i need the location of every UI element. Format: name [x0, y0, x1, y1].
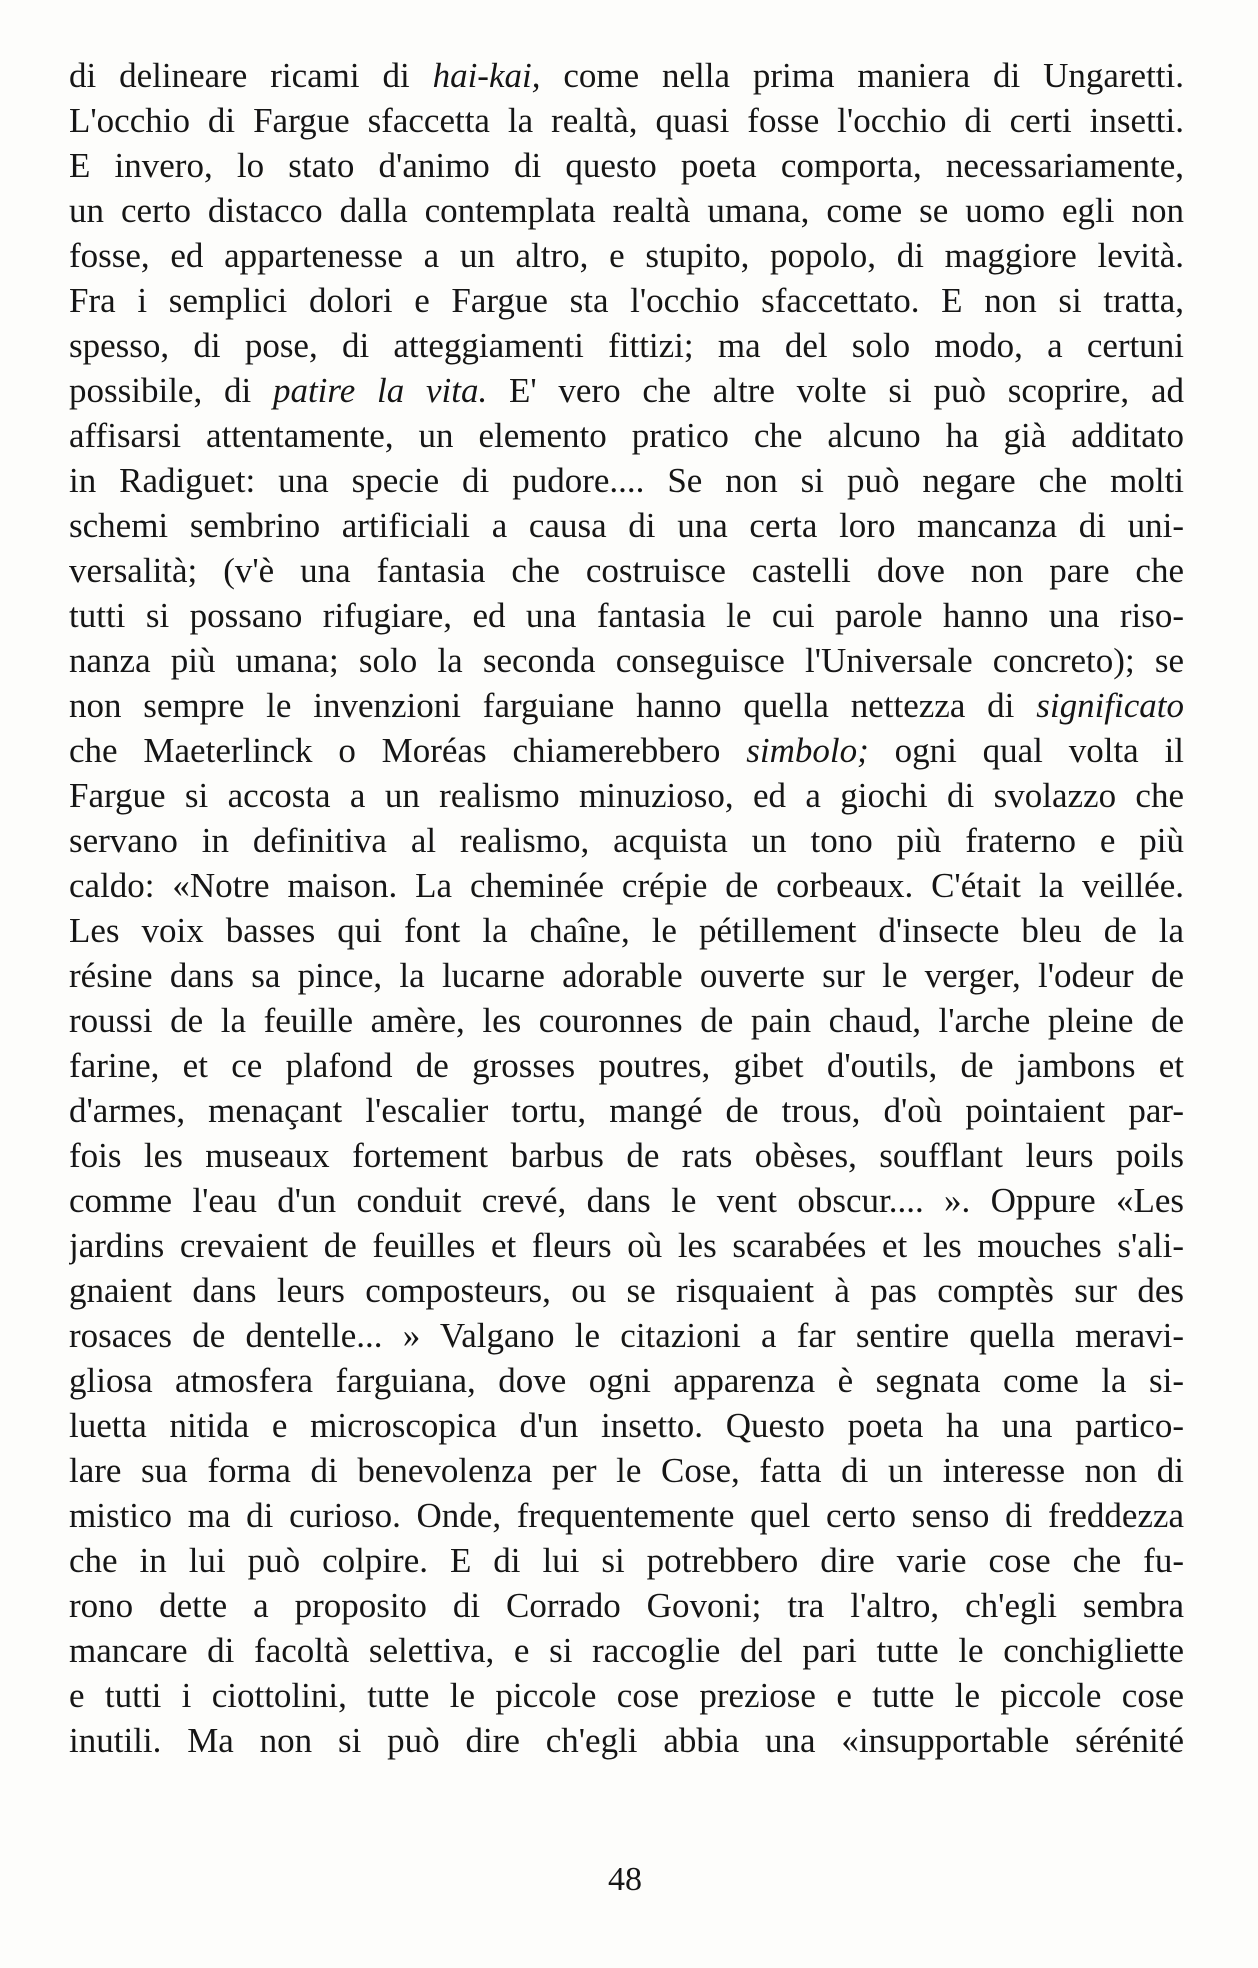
text-line: e tutti i ciottolini, tutte le piccole cose preziose e tutte le piccole cose	[69, 1676, 1184, 1715]
text-line: E invero, lo stato d'animo di questo poeta comporta, necessariamente,	[69, 146, 1184, 185]
text-line: Les voix basses qui font la chaîne, le pétillement d'insecte bleu de la	[69, 911, 1184, 950]
text-line: mancare di facoltà selettiva, e si raccoglie del pari tutte le conchigliette	[69, 1631, 1184, 1670]
text-segment: non sempre le invenzioni farguiane hanno quella nettezza di	[69, 686, 1037, 725]
text-line: résine dans sa pince, la lucarne adorable ouverte sur le verger, l'odeur de	[69, 956, 1184, 995]
italic-text: simbolo;	[746, 731, 869, 770]
text-line: rono dette a proposito di Corrado Govoni; tra l'altro, ch'egli sembra	[69, 1586, 1184, 1625]
text-line: schemi sembrino artificiali a causa di una certa loro mancanza di uni-	[69, 506, 1184, 545]
text-line: un certo distacco dalla contemplata realtà umana, come se uomo egli non	[69, 191, 1184, 230]
text-line: lare sua forma di benevolenza per le Cose, fatta di un interesse non di	[69, 1451, 1184, 1490]
text-line	[69, 53, 1184, 98]
text-line: in Radiguet: una specie di pudore.... Se non si può negare che molti	[69, 461, 1184, 500]
text-line: caldo: «Notre maison. La cheminée crépie de corbeaux. C'était la veillée.	[69, 866, 1184, 905]
text-segment: che Maeterlinck o Moréas chiamerebbero	[69, 731, 747, 770]
text-segment: di delineare ricami di	[69, 56, 433, 95]
text-line: Fargue si accosta a un realismo minuzioso, ed a giochi di svolazzo che	[69, 776, 1184, 815]
text-segment: possibile, di	[69, 371, 273, 410]
text-line: farine, et ce plafond de grosses poutres, gibet d'outils, de jambons et	[69, 1046, 1184, 1085]
text-line: tutti si possano rifugiare, ed una fantasia le cui parole hanno una riso-	[69, 596, 1184, 635]
text-line: affisarsi attentamente, un elemento pratico che alcuno ha già additato	[69, 416, 1184, 455]
text-line: versalità; (v'è una fantasia che costruisce castelli dove non pare che	[69, 551, 1184, 590]
text-line: gliosa atmosfera farguiana, dove ogni apparenza è segnata come la si-	[69, 1361, 1184, 1400]
text-line: jardins crevaient de feuilles et fleurs où les scarabées et les mouches s'ali-	[69, 1226, 1184, 1265]
text-line: che in lui può colpire. E di lui si potrebbero dire varie cose che fu-	[69, 1541, 1184, 1580]
text-line: nanza più umana; solo la seconda conseguisce l'Universale concreto); se	[69, 641, 1184, 680]
text-line: gnaient dans leurs composteurs, ou se risquaient à pas comptès sur des	[69, 1271, 1184, 1310]
text-line: luetta nitida e microscopica d'un insetto. Questo poeta ha una partico-	[69, 1406, 1184, 1445]
body-text	[69, 53, 1184, 1763]
text-line: mistico ma di curioso. Onde, frequentemente quel certo senso di freddezza	[69, 1496, 1184, 1535]
text-segment: ogni qual volta il	[868, 731, 1184, 770]
text-segment: come nella prima maniera di Ungaretti.	[540, 56, 1184, 95]
italic-text: hai-kai,	[432, 56, 541, 95]
text-line: d'armes, menaçant l'escalier tortu, mangé de trous, d'où pointaient par-	[69, 1091, 1184, 1130]
text-line: inutili. Ma non si può dire ch'egli abbia una «insupportable sérénité	[69, 1721, 1184, 1760]
text-line: L'occhio di Fargue sfaccetta la realtà, quasi fosse l'occhio di certi insetti.	[69, 101, 1184, 140]
italic-text: significato	[1036, 686, 1184, 725]
text-line	[69, 683, 1184, 728]
text-line: servano in definitiva al realismo, acquista un tono più fraterno e più	[69, 821, 1184, 860]
text-line	[69, 368, 1184, 413]
italic-text: patire la vita.	[272, 371, 488, 410]
text-line: roussi de la feuille amère, les couronnes de pain chaud, l'arche pleine de	[69, 1001, 1184, 1040]
text-line	[69, 728, 1184, 773]
text-line: fois les museaux fortement barbus de rats obèses, soufflant leurs poils	[69, 1136, 1184, 1175]
page-number: 48	[608, 1861, 642, 1898]
text-segment: E' vero che altre volte si può scoprire, ad	[487, 371, 1184, 410]
text-line: fosse, ed appartenesse a un altro, e stupito, popolo, di maggiore levità.	[69, 236, 1184, 275]
text-line: Fra i semplici dolori e Fargue sta l'occhio sfaccettato. E non si tratta,	[69, 281, 1184, 320]
text-line: spesso, di pose, di atteggiamenti fittizi; ma del solo modo, a certuni	[69, 326, 1184, 365]
text-line: rosaces de dentelle... » Valgano le citazioni a far sentire quella meravi-	[69, 1316, 1184, 1355]
text-line: comme l'eau d'un conduit crevé, dans le vent obscur.... ». Oppure «Les	[69, 1181, 1184, 1220]
